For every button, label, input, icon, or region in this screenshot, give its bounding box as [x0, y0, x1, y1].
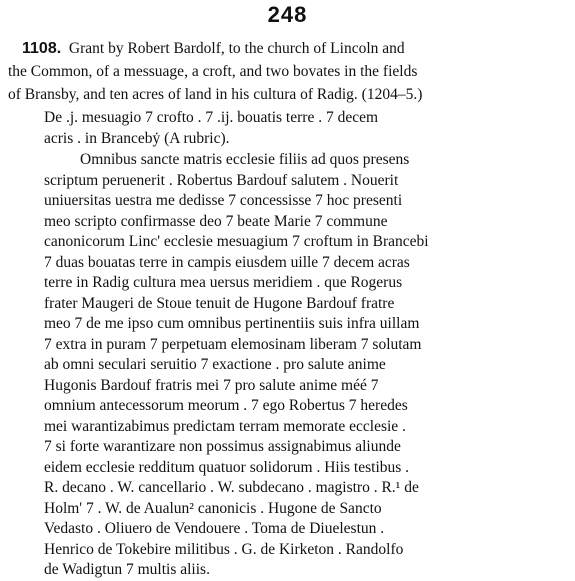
charter-line-19: Vedasto . Oliuero de Vendouere . Toma de Diuelestun . — [44, 520, 385, 537]
heading-line-2: the Common, of a messuage, a croft, and two bovates in the fields — [8, 63, 418, 80]
charter-text — [44, 150, 566, 581]
entry-number: 1108. — [22, 40, 62, 57]
charter-line-17: R. decano . W. cancellario . W. subdecano . magistro . R.¹ de — [44, 479, 419, 496]
charter-line-13: omnium antecessorum meorum . 7 ego Robertus 7 heredes — [44, 397, 408, 414]
charter-line-14: mei warantizabimus predictam terram memorate ecclesie . — [44, 417, 406, 435]
charter-line-6: 7 duas bouatas terre in campis eiusdem uille 7 decem acras — [44, 253, 410, 271]
heading-line-1 — [8, 37, 568, 60]
rubric-line-2: acris . in Brancebẏ (A rubric). — [44, 129, 230, 147]
heading-line-1-text: Grant by Robert Bardolf, to the church of Lincoln and — [68, 40, 405, 57]
charter-line-21: de Wadigtun 7 multis aliis. — [44, 561, 210, 578]
charter-line-4: meo scripto confirmasse deo 7 beate Marie 7 commune — [44, 212, 388, 230]
charter-line-7: terre in Radig cultura mea uersus meridiem . que Rogerus — [44, 274, 403, 291]
charter-line-16: eidem ecclesie redditum quatuor solidorum . Hiis testibus . — [44, 458, 410, 476]
rubric — [44, 108, 564, 149]
charter-line-12: Hugonis Bardouf fratris mei 7 pro salute anime méé 7 — [44, 376, 379, 394]
charter-line-9: meo 7 de me ipso cum omnibus pertinentiis suis infra uillam — [44, 315, 420, 332]
charter-line-3: uniuersitas uestra me dedisse 7 concessisse 7 hoc presenti — [44, 192, 403, 209]
charter-line-5: canonicorum Linc' ecclesie mesuagium 7 croftum in Brancebi — [44, 233, 429, 250]
charter-line-18: Holm' 7 . W. de Aualun² canonicis . Hugone de Sancto — [44, 499, 382, 517]
charter-line-10: 7 extra in puram 7 perpetuam elemosinam liberam 7 solutam — [44, 335, 422, 353]
charter-line-15: 7 si forte warantizare non possimus assignabimus aliunde — [44, 438, 401, 455]
charter-line-1: Omnibus sancte matris ecclesie filiis ad quos presens — [80, 151, 410, 168]
rubric-line-1: De .j. mesuagio 7 crofto . 7 .ij. bouatis terre . 7 decem — [44, 109, 379, 126]
charter-line-2: scriptum peruenerit . Robertus Bardouf salutem . Nouerit — [44, 171, 399, 189]
entry-heading — [8, 37, 568, 106]
heading-line-3: of Bransby, and ten acres of land in his cultura of Radig. (1204–5.) — [8, 86, 423, 103]
charter-line-20: Henrico de Tokebire militibus . G. de Kirketon . Randolfo — [44, 540, 404, 558]
page-number: 248 — [267, 2, 308, 27]
charter-line-8: frater Maugeri de Stoue tenuit de Hugone Bardouf fratre — [44, 294, 395, 312]
charter-line-11: ab omni seculari seruitio 7 exactione . pro salute anime — [44, 356, 386, 373]
